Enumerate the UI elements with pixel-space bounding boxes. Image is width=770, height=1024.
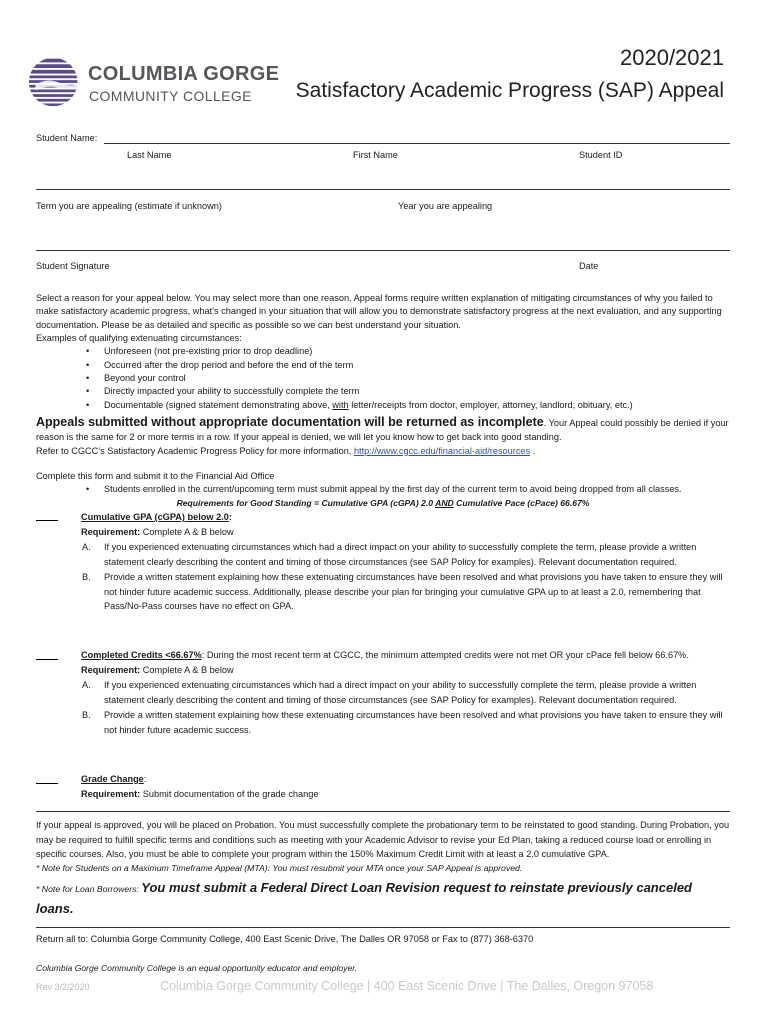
logo-name-line1: COLUMBIA GORGE: [88, 63, 280, 85]
logo-name-line2: COMMUNITY COLLEGE: [89, 88, 252, 104]
divider: [36, 927, 730, 928]
list-item: • Students enrolled in the current/upcoming term must submit appeal by the first day of the current term to avoid being dropped from all classes.: [104, 483, 730, 496]
grade-checkbox-line[interactable]: [36, 783, 58, 784]
student-name-label: Student Name:: [36, 133, 98, 143]
gpa-item-a: A. If you experienced extenuating circumstances which had a direct impact on your ability to successfully complete the term, please provide a written statement clearly describing the content and timing of those circumstances (see SAP Policy for examples). Relevant documentation required.: [82, 541, 697, 567]
credits-item-b: B. Provide a written statement explaining how these extenuating circumstances have been resolved and what provisions you have taken to ensure they will not hinder future academic success.: [82, 709, 723, 735]
complete-text: Complete this form and submit it to the Financial Aid Office: [36, 470, 275, 481]
list-item: • Unforeseen (not pre-existing prior to drop deadline): [104, 345, 730, 358]
credits-section: Completed Credits <66.67%: During the most recent term at CGCC, the minimum attempted credits were not met OR your cPace fell below 66.67%. Requirement: Complete A & B below A. If you experienced extenuating circumstances which had a direct impact on your ability to successfully complete the term, please provide a written statement clearly describing the content and timing of those circumstances (see SAP Policy for examples). Relevant documentation required. B. Provide a written statement explaining how these extenuating circumstances have been resolved and what provisions you have taken to ensure they will not hinder future academic success.: [81, 648, 731, 737]
student-id-label: Student ID: [579, 150, 623, 160]
college-logo-icon: [28, 55, 84, 109]
page-title: Satisfactory Academic Progress (SAP) Appeal: [295, 79, 724, 102]
mta-note: * Note for Students on a Maximum Timeframe Appeal (MTA): You must resubmit your MTA once your SAP Appeal is approved.: [36, 863, 523, 874]
probation-block: [36, 818, 730, 920]
credits-heading: Completed Credits <66.67%: [81, 650, 202, 660]
examples-label: Examples of qualifying extenuating circumstances:: [36, 333, 242, 344]
gpa-section: Cumulative GPA (cGPA) below 2.0: Requirement: Complete A & B below A. If you experienced extenuating circumstances which had a direct impact on your ability to successfully complete the term, please provide a written statement clearly describing the content and timing of those circumstances (see SAP Policy for examples). Relevant documentation required. B. Provide a written statement explaining how these extenuating circumstances have been resolved and what provisions you have taken to ensure they will not hinder future academic success. Additionally, please describe your plan for bringing your cumulative GPA up to at least a 2.0, remembering that Pass/No-Pass courses have no effect on GPA.: [81, 510, 731, 614]
list-item: • Documentable (signed statement demonstrating above, with letter/receipts from doctor, employer, attorney, landlord, obituary, etc.): [104, 399, 730, 412]
term-input-line[interactable]: [36, 189, 730, 190]
footer-address: Columbia Gorge Community College | 400 East Scenic Drive | The Dalles, Oregon 97058: [160, 979, 654, 993]
grade-section: Grade Change: Requirement: Submit documentation of the grade change: [81, 774, 319, 799]
equal-opportunity: Columbia Gorge Community College is an equal opportunity educator and employer.: [36, 963, 358, 973]
credits-item-a: A. If you experienced extenuating circumstances which had a direct impact on your ability to successfully complete the term, please provide a written statement clearly describing the content and timing of those circumstances (see SAP Policy for examples). Relevant documentation required.: [82, 679, 697, 705]
sap-policy-link[interactable]: http://www.cgcc.edu/financial-aid/resources: [353, 445, 531, 456]
intro-paragraph: Select a reason for your appeal below. You may select more than one reason. Appeal forms require written explanation of mitigating circumstances of why you failed to make satisfactory academic progress, what’s changed in your situation that will allow you to demonstrate satisfactory progress at the next evaluation, and any supporting documentation. Please be as detailed and specific as possible so we can best understand your situation.: [36, 293, 722, 330]
intro-block: [36, 292, 730, 509]
gpa-item-b: B. Provide a written statement explaining how these extenuating circumstances have been resolved and what provisions you have taken to ensure they will not hinder future academic success. Additionally, please describe your plan for bringing your cumulative GPA up to at least a 2.0, remembering that Pass/No-Pass courses have no effect on GPA.: [82, 571, 723, 612]
loan-note: * Note for Loan Borrowers: You must submit a Federal Direct Loan Revision request to reinstate previously canceled loans.: [36, 880, 692, 916]
last-name-label: Last Name: [127, 150, 172, 160]
year-label: Year you are appealing: [398, 201, 493, 211]
date-label: Date: [579, 261, 599, 271]
signature-input-line[interactable]: [36, 250, 730, 251]
probation-paragraph: If your appeal is approved, you will be placed on Probation. You must successfully complete the probationary term to be reinstated to good standing. During Probation, you may be required to fulfill specific terms and conditions such as meeting with your Academic Advisor to revise your Ed Plan, taking a reduced course load or enrolling in specific courses. Also, you must be able to complete your program within the 150% Maximum Credit Limit with at least a 2.0 cumulative GPA.: [36, 820, 730, 860]
warning-paragraph: Appeals submitted without appropriate documentation will be returned as incomplete. Your Appeal could possibly be denied if your reason is the same for 2 or more terms in a row. If your appeal is denied, we will let you know how to get back into good standing.: [36, 415, 729, 443]
list-item: • Beyond your control: [104, 372, 730, 385]
form-year: 2020/2021: [620, 45, 724, 70]
good-standing-requirements: Requirements for Good Standing = Cumulative GPA (cGPA) 2.0 AND Cumulative Pace (cPace) 66.67%: [176, 497, 590, 508]
examples-list: [104, 345, 730, 412]
gpa-heading: Cumulative GPA (cGPA) below 2.0: [81, 512, 229, 522]
first-name-label: First Name: [353, 150, 398, 160]
divider: [36, 811, 730, 812]
gpa-checkbox-line[interactable]: [36, 520, 58, 521]
grade-heading: Grade Change: [81, 774, 144, 784]
warning-bold: Appeals submitted without appropriate documentation will be returned as incomplete: [36, 415, 544, 430]
refer-line: Refer to CGCC’s Satisfactory Academic Progress Policy for more information, http://www.cgcc.edu/financial-aid/resources .: [36, 445, 536, 456]
list-item: • Occurred after the drop period and before the end of the term: [104, 359, 730, 372]
student-name-input-line[interactable]: [104, 143, 730, 144]
credits-checkbox-line[interactable]: [36, 659, 58, 660]
revision-date: Rev 3/2/2020: [36, 982, 90, 992]
complete-list: [104, 483, 730, 496]
return-address: Return all to: Columbia Gorge Community College, 400 East Scenic Drive, The Dalles OR 97058 or Fax to (877) 368-6370: [36, 934, 534, 944]
signature-label: Student Signature: [36, 261, 110, 271]
list-item: • Directly impacted your ability to successfully complete the term: [104, 385, 730, 398]
term-label: Term you are appealing (estimate if unknown): [36, 201, 222, 211]
